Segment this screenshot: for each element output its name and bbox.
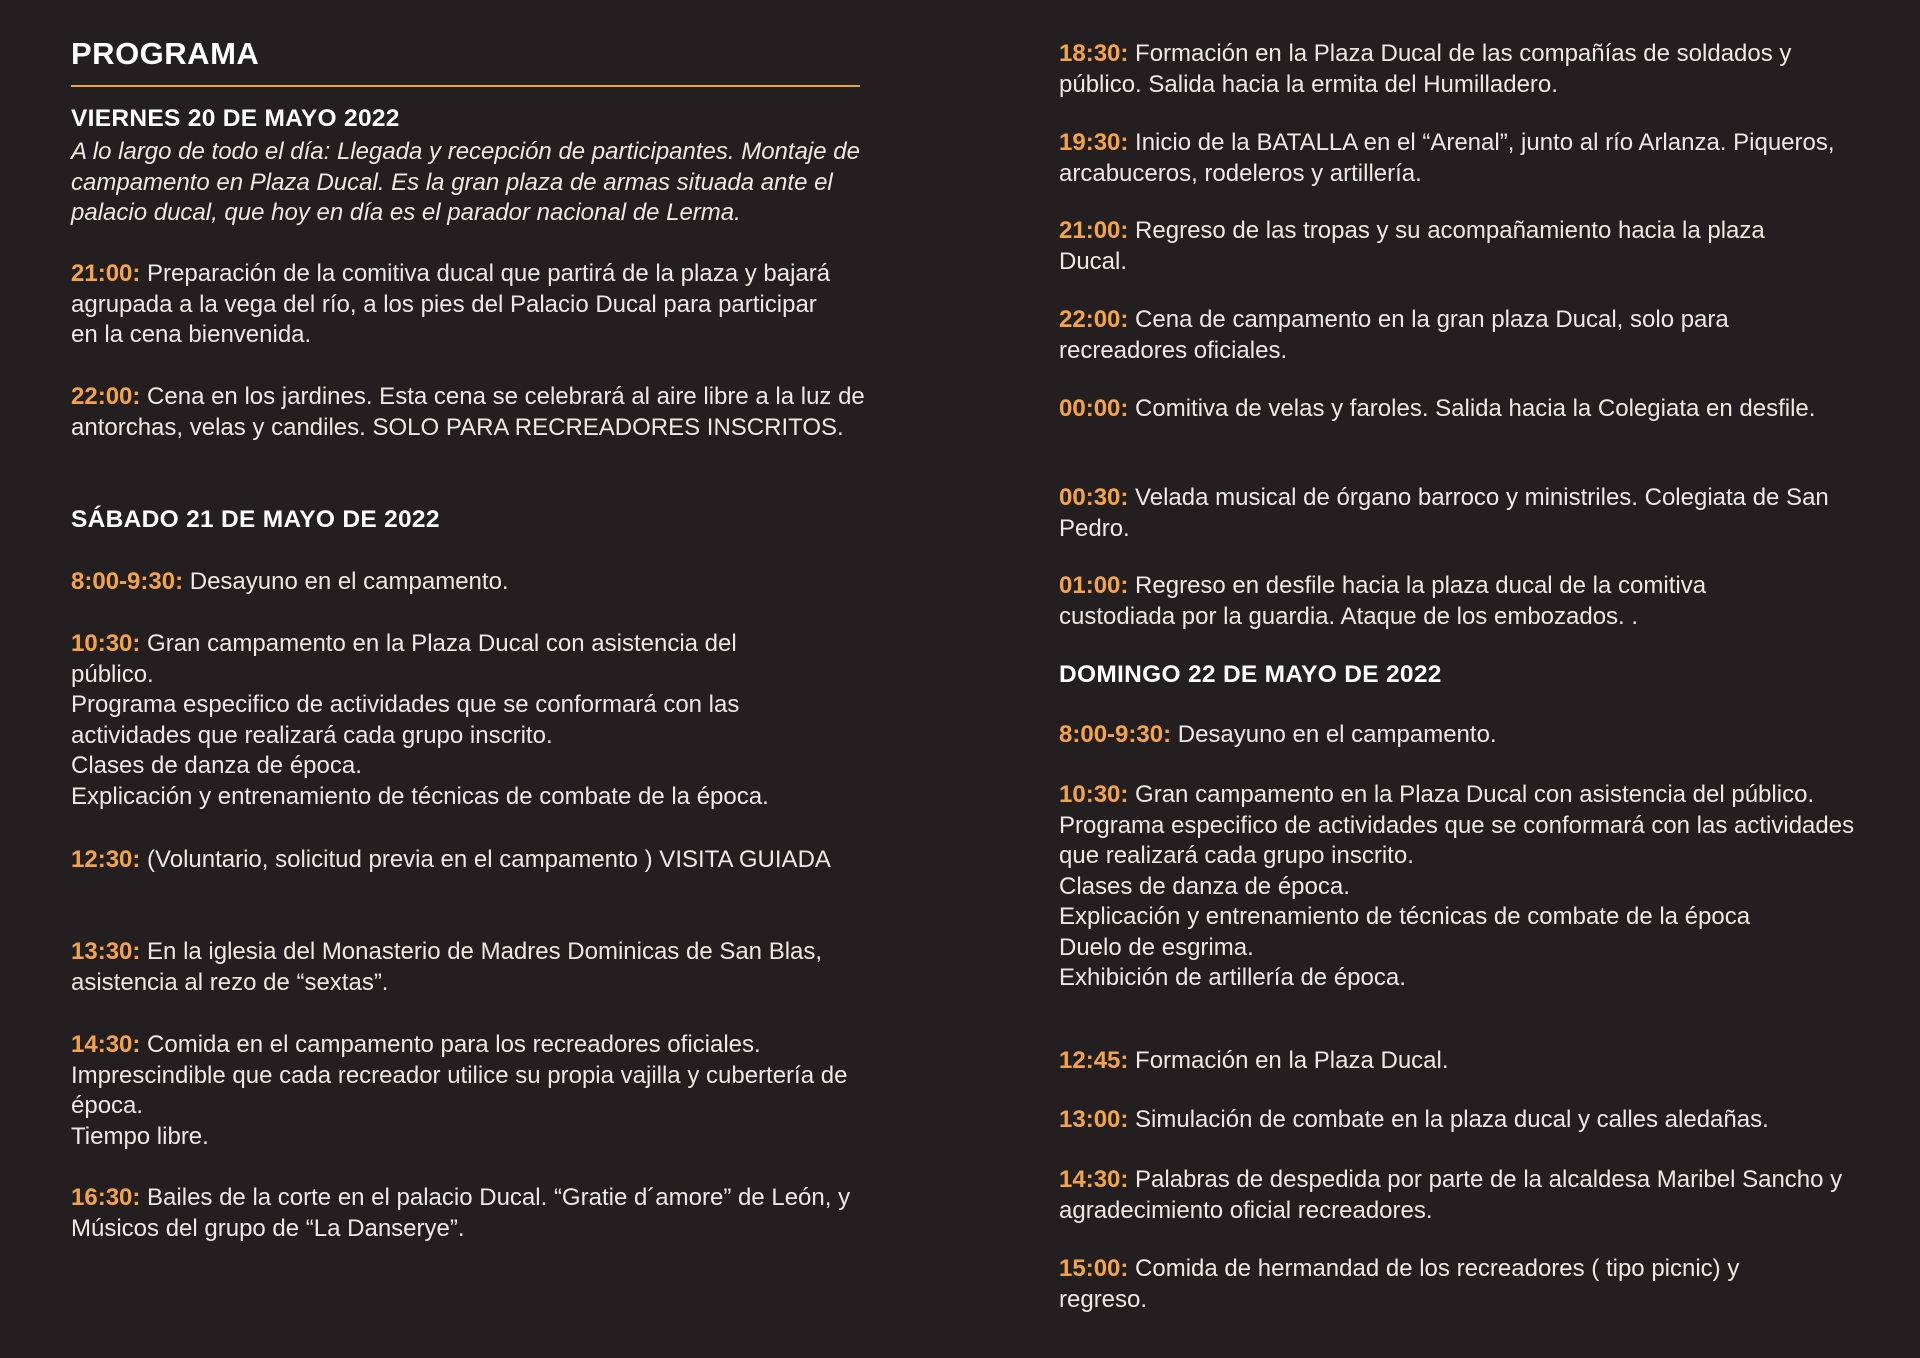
saturday-event: [71, 629, 821, 812]
event-text: En la iglesia del Monasterio de Madres Dominicas de San Blas, asistencia al rezo de “sextas”.: [71, 938, 823, 996]
saturday-event: [1059, 39, 1859, 100]
saturday-event: [1059, 305, 1799, 366]
saturday-event: [71, 567, 901, 598]
event-text: Preparación de la comitiva ducal que partirá de la plaza y bajará agrupada a la vega del río, a los pies del Palacio Ducal para participar en la cena bienvenida.: [71, 260, 831, 348]
saturday-heading: SÁBADO 21 DE MAYO DE 2022: [71, 506, 440, 533]
event-detail: Duelo de esgrima.: [1059, 933, 1254, 961]
page-title: PROGRAMA: [71, 36, 260, 71]
event-time: 19:30:: [1059, 129, 1129, 156]
event-text: (Voluntario, solicitud previa en el campamento ) VISITA GUIADA: [140, 846, 831, 873]
event-text: Regreso de las tropas y su acompañamiento hacia la plaza Ducal.: [1059, 217, 1765, 275]
event-time: 12:45:: [1059, 1047, 1129, 1074]
sunday-event: [1059, 1165, 1879, 1226]
event-detail: Programa especifico de actividades que se conformará con las actividades que realizará cada grupo inscrito.: [71, 691, 740, 749]
saturday-event: [1059, 483, 1859, 544]
saturday-event: [71, 1183, 861, 1244]
event-text: Cena de campamento en la gran plaza Ducal, solo para recreadores oficiales.: [1059, 306, 1729, 364]
event-text: Palabras de despedida por parte de la alcaldesa Maribel Sancho y agradecimiento oficial recreadores.: [1059, 1166, 1843, 1224]
sunday-event: [1059, 1105, 1879, 1136]
event-detail: Exhibición de artillería de época.: [1059, 964, 1406, 991]
friday-heading: VIERNES 20 DE MAYO 2022: [71, 105, 400, 132]
saturday-event: [1059, 394, 1819, 425]
event-time: 00:00:: [1059, 395, 1129, 422]
event-time: 10:30:: [71, 630, 141, 657]
event-time: 13:00:: [1059, 1106, 1129, 1133]
event-text: Bailes de la corte en el palacio Ducal. “Gratie d´amore” de León, y Músicos del grupo de “La Danserye”.: [71, 1184, 851, 1242]
event-text: Inicio de la BATALLA en el “Arenal”, junto al río Arlanza. Piqueros, arcabuceros, rodeleros y artillería.: [1059, 129, 1835, 187]
saturday-event: [1059, 216, 1819, 277]
event-text: Formación en la Plaza Ducal de las compañías de soldados y público. Salida hacia la ermita del Humilladero.: [1059, 40, 1792, 98]
event-text: Desayuno en el campamento.: [183, 568, 509, 595]
event-time: 13:30:: [71, 938, 141, 965]
event-time: 14:30:: [71, 1031, 141, 1058]
event-text: Comida de hermandad de los recreadores ( tipo picnic) y regreso.: [1059, 1255, 1740, 1313]
saturday-event: [71, 1030, 901, 1152]
event-time: 21:00:: [71, 260, 141, 287]
event-detail: Explicación y entrenamiento de técnicas de combate de la época: [1059, 903, 1751, 930]
event-time: 8:00-9:30:: [1059, 721, 1172, 748]
event-detail: Clases de danza de época.: [71, 752, 362, 779]
event-text: Comitiva de velas y faroles. Salida hacia la Colegiata en desfile.: [1128, 395, 1816, 422]
sunday-event: [1059, 720, 1859, 751]
event-text: Gran campamento en la Plaza Ducal con asistencia del público.: [1128, 781, 1815, 808]
event-text: Desayuno en el campamento.: [1171, 721, 1497, 748]
sunday-event: [1059, 780, 1879, 994]
event-text: Simulación de combate en la plaza ducal y calles aledañas.: [1128, 1106, 1769, 1133]
event-text: Cena en los jardines. Esta cena se celebrará al aire libre a la luz de antorchas, velas y candiles. SOLO PARA RECREADORES INSCRITOS.: [71, 383, 865, 441]
saturday-event: [71, 845, 831, 876]
sunday-event: [1059, 1254, 1819, 1315]
event-time: 01:00:: [1059, 572, 1129, 599]
sunday-event: [1059, 1046, 1859, 1077]
sunday-heading: DOMINGO 22 DE MAYO DE 2022: [1059, 661, 1442, 688]
event-text: Gran campamento en la Plaza Ducal con asistencia del público.: [71, 630, 737, 688]
event-text: Formación en la Plaza Ducal.: [1128, 1047, 1449, 1074]
event-detail: Tiempo libre.: [71, 1122, 209, 1150]
saturday-event: [71, 937, 901, 998]
saturday-event: [1059, 128, 1859, 189]
event-detail: Explicación y entrenamiento de técnicas de combate de la época.: [71, 782, 769, 810]
event-time: 10:30:: [1059, 781, 1129, 808]
event-text: Velada musical de órgano barroco y ministriles. Colegiata de San Pedro.: [1059, 484, 1829, 542]
event-detail: Programa especifico de actividades que se conformará con las actividades que realizará cada grupo inscrito.: [1059, 811, 1855, 869]
event-time: 21:00:: [1059, 217, 1129, 244]
friday-event: [71, 259, 841, 351]
event-time: 15:00:: [1059, 1255, 1129, 1282]
event-time: 14:30:: [1059, 1166, 1129, 1193]
event-time: 00:30:: [1059, 484, 1129, 511]
event-detail: Clases de danza de época.: [1059, 872, 1350, 900]
event-text: Regreso en desfile hacia la plaza ducal de la comitiva custodiada por la guardia. Ataque de los embozados. .: [1059, 572, 1707, 630]
saturday-event: [1059, 571, 1819, 632]
event-time: 22:00:: [1059, 306, 1129, 333]
event-detail: Imprescindible que cada recreador utilice su propia vajilla y cubertería de época.: [71, 1061, 848, 1119]
event-text: Comida en el campamento para los recreadores oficiales.: [140, 1031, 761, 1058]
event-time: 12:30:: [71, 846, 141, 873]
event-time: 22:00:: [71, 383, 141, 410]
friday-intro: A lo largo de todo el día: Llegada y recepción de participantes. Montaje de campamento en Plaza Ducal. Es la gran plaza de armas situada ante el palacio ducal, que hoy en día es el parador nacional de Lerma.: [71, 138, 860, 226]
friday-event: [71, 382, 901, 443]
event-time: 8:00-9:30:: [71, 568, 184, 595]
title-divider: [71, 85, 860, 87]
event-time: 16:30:: [71, 1184, 141, 1211]
event-time: 18:30:: [1059, 40, 1129, 67]
